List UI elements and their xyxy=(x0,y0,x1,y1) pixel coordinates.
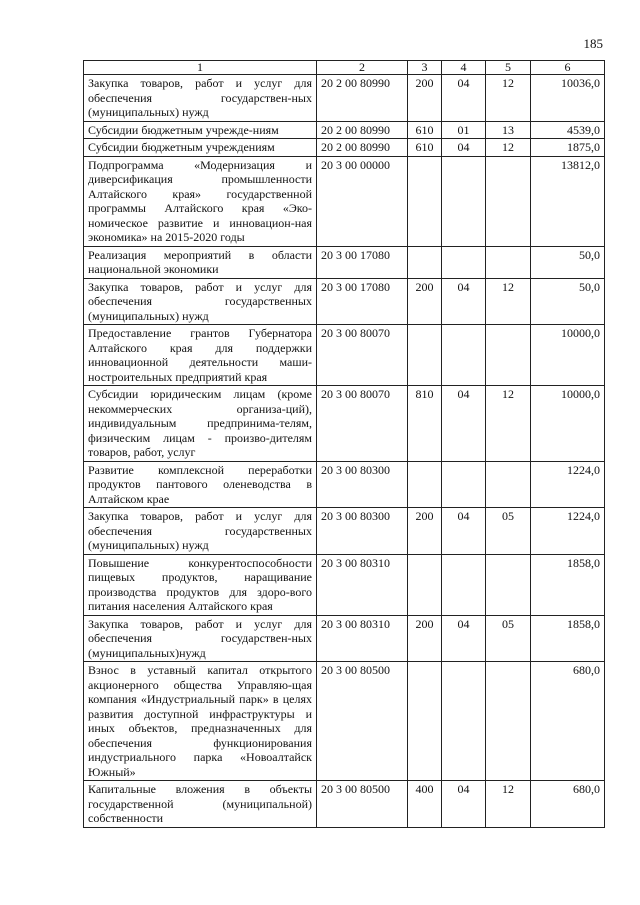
cell-target-code: 20 3 00 80300 xyxy=(317,461,408,508)
budget-table xyxy=(83,60,605,828)
cell-target-code: 20 3 00 80310 xyxy=(317,615,408,662)
cell-name: Подпрограмма «Модернизация и диверсификация промышленности Алтайского края» государственной программы Алтайского края «Эко-номическое развитие и инновацион-ная экономика» на 2015-2020 годы xyxy=(84,156,317,246)
cell-amount: 680,0 xyxy=(531,662,605,781)
table-row xyxy=(84,554,605,615)
cell-section: 04 xyxy=(442,781,486,828)
cell-target-code: 20 2 00 80990 xyxy=(317,121,408,139)
cell-subsection: 13 xyxy=(486,121,531,139)
cell-subsection: 05 xyxy=(486,615,531,662)
table-row xyxy=(84,325,605,386)
cell-section: 04 xyxy=(442,386,486,462)
cell-section: 04 xyxy=(442,278,486,325)
table-row xyxy=(84,386,605,462)
table-row xyxy=(84,121,605,139)
cell-name: Субсидии бюджетным учрежде-ниям xyxy=(84,121,317,139)
cell-subsection: 12 xyxy=(486,386,531,462)
page-number: 185 xyxy=(583,36,603,51)
cell-target-code: 20 3 00 80500 xyxy=(317,781,408,828)
cell-subsection xyxy=(486,156,531,246)
table-row xyxy=(84,615,605,662)
cell-expense-type: 400 xyxy=(408,781,442,828)
cell-expense-type: 200 xyxy=(408,508,442,555)
cell-subsection xyxy=(486,662,531,781)
cell-name: Взнос в уставный капитал открытого акционерного общества Управляю-щая компания «Индустриальный парк» в целях развития доступной инфраструктуры и иных объектов, предназначенных для обеспечения функционирования индустриального парка «Новоалтайск Южный» xyxy=(84,662,317,781)
cell-expense-type: 200 xyxy=(408,615,442,662)
cell-section xyxy=(442,246,486,278)
cell-amount: 13812,0 xyxy=(531,156,605,246)
header-cell: 2 xyxy=(317,61,408,75)
cell-section: 04 xyxy=(442,508,486,555)
cell-section xyxy=(442,156,486,246)
cell-expense-type xyxy=(408,246,442,278)
cell-name: Предоставление грантов Губернатора Алтайского края для поддержки инновационной деятельности маши-ностроительных предприятий края xyxy=(84,325,317,386)
table-row xyxy=(84,246,605,278)
cell-name: Субсидии бюджетным учреждениям xyxy=(84,139,317,157)
table-row xyxy=(84,508,605,555)
cell-section xyxy=(442,461,486,508)
cell-expense-type xyxy=(408,461,442,508)
cell-target-code: 20 3 00 80070 xyxy=(317,325,408,386)
cell-section xyxy=(442,325,486,386)
cell-target-code: 20 3 00 80300 xyxy=(317,508,408,555)
cell-subsection xyxy=(486,246,531,278)
table-row xyxy=(84,139,605,157)
cell-amount: 10000,0 xyxy=(531,325,605,386)
cell-target-code: 20 3 00 80070 xyxy=(317,386,408,462)
cell-subsection: 12 xyxy=(486,139,531,157)
cell-name: Закупка товаров, работ и услуг для обеспечения государственных (муниципальных) нужд xyxy=(84,278,317,325)
cell-amount: 1858,0 xyxy=(531,554,605,615)
cell-target-code: 20 3 00 17080 xyxy=(317,246,408,278)
cell-expense-type xyxy=(408,325,442,386)
cell-subsection: 12 xyxy=(486,75,531,122)
table-row xyxy=(84,75,605,122)
cell-name: Реализация мероприятий в области национальной экономики xyxy=(84,246,317,278)
header-cell: 1 xyxy=(84,61,317,75)
cell-section: 04 xyxy=(442,615,486,662)
cell-amount: 1858,0 xyxy=(531,615,605,662)
cell-amount: 50,0 xyxy=(531,246,605,278)
cell-target-code: 20 2 00 80990 xyxy=(317,75,408,122)
cell-name: Субсидии юридическим лицам (кроме некоммерческих организа-ций), индивидуальным предпринима-телям, физическим лицам - произво-дителям товаров, работ, услуг xyxy=(84,386,317,462)
cell-name: Закупка товаров, работ и услуг для обеспечения государственных (муниципальных) нужд xyxy=(84,508,317,555)
cell-target-code: 20 3 00 80310 xyxy=(317,554,408,615)
header-cell: 3 xyxy=(408,61,442,75)
cell-section xyxy=(442,554,486,615)
cell-target-code: 20 3 00 00000 xyxy=(317,156,408,246)
cell-expense-type: 610 xyxy=(408,121,442,139)
cell-target-code: 20 3 00 17080 xyxy=(317,278,408,325)
cell-name: Повышение конкурентоспособности пищевых продуктов, наращивание производства продуктов для здоро-вого питания населения Алтайского края xyxy=(84,554,317,615)
cell-subsection: 05 xyxy=(486,508,531,555)
cell-name: Развитие комплексной переработки продуктов пантового оленеводства в Алтайском крае xyxy=(84,461,317,508)
cell-expense-type: 200 xyxy=(408,75,442,122)
cell-amount: 680,0 xyxy=(531,781,605,828)
cell-amount: 1224,0 xyxy=(531,461,605,508)
cell-section: 01 xyxy=(442,121,486,139)
header-cell: 5 xyxy=(486,61,531,75)
cell-section: 04 xyxy=(442,139,486,157)
cell-section xyxy=(442,662,486,781)
cell-subsection xyxy=(486,461,531,508)
header-row xyxy=(84,61,605,75)
cell-expense-type: 610 xyxy=(408,139,442,157)
cell-amount: 1224,0 xyxy=(531,508,605,555)
cell-expense-type xyxy=(408,662,442,781)
cell-subsection xyxy=(486,554,531,615)
cell-amount: 50,0 xyxy=(531,278,605,325)
cell-name: Капитальные вложения в объекты государственной (муниципальной) собственности xyxy=(84,781,317,828)
cell-target-code: 20 2 00 80990 xyxy=(317,139,408,157)
cell-subsection: 12 xyxy=(486,278,531,325)
table-row xyxy=(84,278,605,325)
cell-subsection: 12 xyxy=(486,781,531,828)
table-row xyxy=(84,662,605,781)
header-cell: 6 xyxy=(531,61,605,75)
cell-amount: 10036,0 xyxy=(531,75,605,122)
cell-name: Закупка товаров, работ и услуг для обеспечения государствен-ных (муниципальных) нужд xyxy=(84,75,317,122)
cell-expense-type xyxy=(408,156,442,246)
table-body xyxy=(84,75,605,828)
cell-amount: 4539,0 xyxy=(531,121,605,139)
cell-amount: 1875,0 xyxy=(531,139,605,157)
cell-expense-type xyxy=(408,554,442,615)
table-row xyxy=(84,156,605,246)
table-row xyxy=(84,781,605,828)
cell-subsection xyxy=(486,325,531,386)
cell-target-code: 20 3 00 80500 xyxy=(317,662,408,781)
header-cell: 4 xyxy=(442,61,486,75)
cell-expense-type: 200 xyxy=(408,278,442,325)
table-row xyxy=(84,461,605,508)
cell-amount: 10000,0 xyxy=(531,386,605,462)
cell-expense-type: 810 xyxy=(408,386,442,462)
cell-name: Закупка товаров, работ и услуг для обеспечения государствен-ных (муниципальных)нужд xyxy=(84,615,317,662)
cell-section: 04 xyxy=(442,75,486,122)
